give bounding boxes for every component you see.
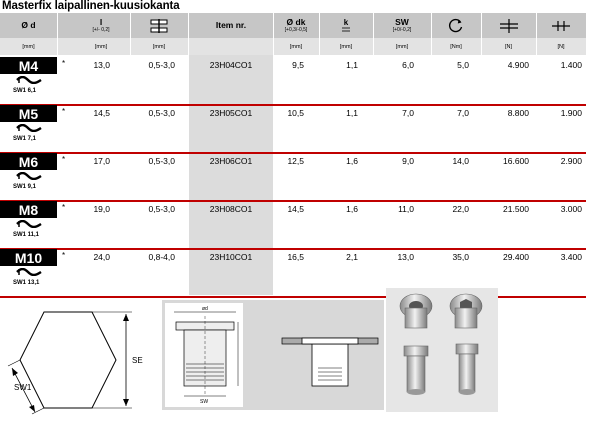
head-height-value: 1,1: [346, 60, 358, 70]
bolt-icon: [16, 220, 42, 228]
cross-section-drawing: [162, 300, 384, 410]
tensile-value: 21.500: [503, 204, 529, 214]
torque-value: 5,0: [457, 60, 469, 70]
sw-label: SW1 13,1: [13, 280, 40, 286]
head-height-value: 1,6: [346, 204, 358, 214]
sw-value: 6,0: [402, 60, 414, 70]
sw1-label: SW1: [14, 383, 32, 392]
header-item-nr: Item nr.: [215, 20, 247, 30]
head-diameter-value: 9,5: [292, 60, 304, 70]
row-divider: [0, 296, 586, 298]
unit-torque: [Nm]: [450, 43, 462, 50]
sw-label: SW1 9,1: [13, 184, 37, 190]
bolt-icon: [16, 76, 42, 84]
torque-value: 7,0: [457, 108, 469, 118]
sw-value: 9,0: [402, 156, 414, 166]
header-shear-force: [536, 13, 586, 38]
footnote-mark: *: [62, 59, 66, 68]
tensile-value: 29.400: [503, 252, 529, 262]
head-diameter-value: 16,5: [287, 252, 304, 262]
item-number: 23H06CO1: [209, 156, 253, 166]
item-number: 23H08CO1: [209, 204, 253, 214]
length-value: 13,0: [93, 60, 110, 70]
tensile-force-icon: [498, 19, 520, 33]
grip-value: 0,5-3,0: [148, 204, 175, 214]
rivet-nuts-photo: [386, 288, 498, 412]
header-head-diameter: Ø dk [+0,3/-0,5]: [284, 17, 308, 33]
header-wrench-size: SW [+0/-0,2]: [392, 17, 412, 33]
svg-text:k: k: [343, 18, 349, 27]
se-label: SE: [132, 356, 143, 365]
hexagon-diagram: [4, 300, 164, 422]
sw-label: SW1 11,1: [13, 232, 40, 238]
tensile-value: 16.600: [503, 156, 529, 166]
grip-value: 0,5-3,0: [148, 108, 175, 118]
bolt-icon: [16, 124, 42, 132]
header-diameter: Ø d: [21, 20, 36, 30]
table-row: [0, 56, 586, 104]
shear-value: 3.400: [560, 252, 582, 262]
torque-value: 22,0: [452, 204, 469, 214]
table-row: [0, 104, 586, 152]
unit-shear: [N]: [557, 43, 565, 50]
grip-value: 0,5-3,0: [148, 156, 175, 166]
grip-value: 0,8-4,0: [148, 252, 175, 262]
unit-head-diameter: [mm]: [289, 43, 303, 50]
head-diameter-value: 10,5: [287, 108, 304, 118]
unit-wrench-size: [mm]: [395, 43, 409, 50]
torque-value: 35,0: [452, 252, 469, 262]
dk-label: ød: [202, 306, 208, 312]
tensile-value: 8.800: [507, 108, 529, 118]
sw-dim-label: SW: [200, 399, 209, 405]
header-torque: [431, 13, 481, 38]
length-value: 17,0: [93, 156, 110, 166]
header-tensile-force: [481, 13, 536, 38]
product-photo: [386, 288, 498, 412]
header-length: l [+/- 0,2]: [92, 17, 110, 33]
technical-drawing-panel: [162, 300, 384, 410]
unit-diameter: [mm]: [22, 43, 35, 50]
bolt-icon: [16, 172, 42, 180]
tensile-value: 4.900: [507, 60, 529, 70]
page-title: Masterfix laipallinen-kuusiokanta: [2, 0, 180, 12]
head-diameter-value: 12,5: [287, 156, 304, 166]
item-number: 23H10CO1: [209, 252, 253, 262]
unit-row: [0, 38, 586, 55]
size-badge: M5: [0, 105, 57, 122]
sw-label: SW1 6,1: [13, 88, 37, 94]
grip-value: 0,5-3,0: [148, 60, 175, 70]
torque-icon: [448, 18, 464, 34]
unit-grip: [mm]: [152, 43, 166, 50]
head-diameter-value: 14,5: [287, 204, 304, 214]
size-badge: M4: [0, 57, 57, 74]
item-number: 23H04CO1: [209, 60, 253, 70]
unit-length: [mm]: [94, 43, 108, 50]
table-row: [0, 152, 586, 200]
unit-head-height: [mm]: [339, 43, 353, 50]
footnote-mark: *: [62, 203, 66, 212]
head-height-value: 2,1: [346, 252, 358, 262]
table-row: [0, 248, 586, 296]
shear-value: 1.900: [560, 108, 582, 118]
table-header: [0, 13, 586, 38]
sw-value: 13,0: [397, 252, 414, 262]
length-value: 24,0: [93, 252, 110, 262]
length-value: 19,0: [93, 204, 110, 214]
grip-range-icon: [150, 19, 168, 33]
sw-value: 11,0: [398, 204, 414, 214]
size-badge: M10: [0, 249, 57, 266]
header-grip-range: [130, 13, 188, 38]
shear-value: 2.900: [560, 156, 582, 166]
unit-tensile: [N]: [504, 43, 513, 50]
size-badge: M6: [0, 153, 57, 170]
bolt-icon: [16, 268, 42, 276]
shear-value: 3.000: [560, 204, 582, 214]
footnote-mark: *: [62, 107, 66, 116]
sw-label: SW1 7,1: [13, 136, 37, 142]
torque-value: 14,0: [452, 156, 469, 166]
table-row: [0, 200, 586, 248]
head-height-value: 1,6: [346, 156, 358, 166]
size-badge: M8: [0, 201, 57, 218]
item-number: 23H05CO1: [209, 108, 253, 118]
header-head-height: [319, 13, 373, 38]
shear-force-icon: [550, 19, 572, 33]
shear-value: 1.400: [560, 60, 582, 70]
footnote-mark: *: [62, 251, 66, 260]
sw-value: 7,0: [402, 108, 414, 118]
head-height-value: 1,1: [346, 108, 358, 118]
head-height-icon: [341, 18, 351, 33]
footnote-mark: *: [62, 155, 66, 164]
length-value: 14,5: [93, 108, 110, 118]
